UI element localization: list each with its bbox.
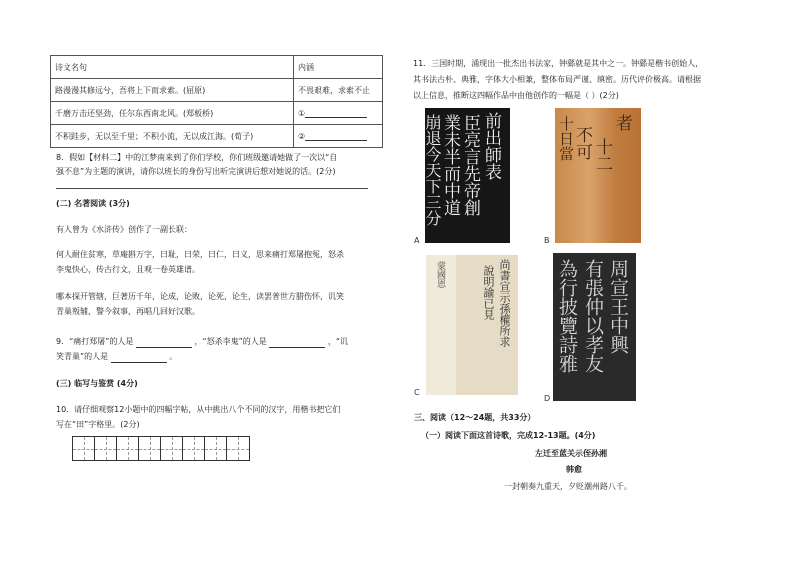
- table-cell-quote: 千磨万击还坚劲，任尔东西南北风。(郑板桥): [51, 102, 294, 125]
- answer-number-1: ①: [298, 108, 306, 118]
- answer-number-2: ②: [298, 131, 306, 141]
- table-cell-quote: 路漫漫其修远兮，吾将上下而求索。(屈原): [51, 79, 294, 102]
- q9-part4: 笑青巢”的人是: [56, 352, 109, 361]
- table-row: [51, 125, 383, 148]
- couplet1-line-a: 何人耐住贫寒，草庵斟万字，曰耻，曰荣，曰仁，曰义，思来痛打郑屠抱冤，怒杀: [56, 250, 344, 259]
- grid-cell[interactable]: [161, 437, 183, 460]
- section3-title: (三) 临写与鉴赏 (4分): [56, 379, 138, 388]
- calligraphy-image-a: [425, 108, 510, 243]
- q9-line2: [56, 351, 177, 363]
- table-row: [51, 102, 383, 125]
- q9-line1: [56, 336, 348, 348]
- q9-part3: ，“讥: [327, 337, 349, 346]
- table-header-quote: 诗文名句: [51, 56, 294, 79]
- q9-part2: ，“怒杀李鬼”的人是: [194, 337, 267, 346]
- image-d-label: D: [544, 394, 551, 403]
- poem-table: [50, 55, 383, 148]
- image-c-col-2: 說明諭已見: [482, 265, 495, 320]
- grid-cell[interactable]: [117, 437, 139, 460]
- answer-blank-2[interactable]: [305, 132, 367, 141]
- q9-part1: 9．“痛打郑屠”的人是: [56, 337, 134, 346]
- couplet2-line-a: 哪本探开管辖，巨著历千年，论成，论败，论死，论生，读罢普世方腊伤怀，讥笑: [56, 292, 344, 301]
- table-cell-answer-1[interactable]: [294, 102, 383, 125]
- poem-author: 韩愈: [566, 465, 582, 474]
- image-a-col-1: 崩退今天下三分: [423, 114, 442, 226]
- reading-subsection-title: （一）阅读下面这首诗歌，完成12-13题。(4分): [421, 431, 596, 440]
- q8-answer-line[interactable]: [56, 188, 368, 189]
- table-row: [51, 79, 383, 102]
- q10-line1: 10．请仔细观察12小题中的四幅字帖，从中挑出八个不同的汉字，用楷书把它们: [56, 405, 341, 414]
- q11-line2: 其书法古朴、典雅，字体大小相兼，整体布局严谨、缜密。历代评价极高。请根据: [413, 75, 701, 84]
- section2-intro: 有人曾为《水浒传》创作了一副长联：: [56, 225, 192, 234]
- table-header-meaning: 内涵: [294, 56, 383, 79]
- q9-blank-1[interactable]: [136, 339, 192, 348]
- image-a-col-3: 臣亮言先帝創: [460, 114, 480, 216]
- q10-line2: 写在“田”字格里。(2分): [56, 420, 140, 429]
- image-a-label: A: [414, 236, 420, 245]
- image-a-col-2: 業未半而中道: [440, 114, 460, 216]
- grid-cell[interactable]: [183, 437, 205, 460]
- grid-cell[interactable]: [95, 437, 117, 460]
- couplet1-line-b: 李鬼快心，传古行文，且观一卷英雄谱。: [56, 265, 200, 274]
- table-cell-meaning: 不畏艰难，求索不止: [294, 79, 383, 102]
- image-c-label: C: [414, 388, 420, 397]
- image-b-col-4: 者: [612, 114, 632, 131]
- image-c-col-1: 蒙國恩: [435, 261, 445, 288]
- image-b-col-2: 不可: [572, 126, 592, 160]
- calligraphy-image-c: [426, 255, 518, 395]
- image-d-col-3: 周宣王中興: [607, 259, 629, 354]
- couplet2-line-b: 青巢叛辅，警今叙事，再唱几回好汉歌。: [56, 307, 200, 316]
- table-header-row: [51, 56, 383, 79]
- poem-title: 左迁至蓝关示侄孙湘: [535, 449, 607, 458]
- image-b-col-3: 十二: [592, 138, 612, 172]
- q9-blank-3[interactable]: [111, 354, 167, 363]
- tianzige-grid[interactable]: [72, 436, 250, 461]
- answer-blank-1[interactable]: [305, 109, 367, 118]
- table-cell-answer-2[interactable]: [294, 125, 383, 148]
- q11-line3: 以上信息，推断这四幅作品中由他创作的一幅是（ ）(2分): [413, 91, 619, 100]
- grid-cell[interactable]: [227, 437, 249, 460]
- grid-cell[interactable]: [73, 437, 95, 460]
- image-d-col-2: 有張仲以孝友: [582, 259, 604, 373]
- q9-end: 。: [169, 352, 178, 361]
- image-a-col-4: 前出師表: [481, 112, 501, 180]
- q8-line1: 8．假如【材料二】中的江梦南来到了你们学校，你们班级邀请她做了一次以“自: [56, 153, 338, 162]
- q11-line1: 11．三国时期，涌现出一批杰出书法家，钟繇就是其中之一。钟繇是楷书创始人，: [413, 59, 704, 68]
- image-b-col-1: 十日當: [557, 116, 575, 161]
- calligraphy-image-d: [553, 253, 636, 401]
- q8-line2: 强不息”为主题的演讲，请你以班长的身份写出听完演讲后想对她说的话。(2分): [56, 167, 336, 176]
- table-cell-quote: 不积跬步，无以至千里；不积小流，无以成江海。(荀子): [51, 125, 294, 148]
- q9-blank-2[interactable]: [269, 339, 325, 348]
- image-b-label: B: [544, 236, 550, 245]
- grid-cell[interactable]: [205, 437, 227, 460]
- poem-line-1: 一封朝奏九重天，夕贬潮州路八千。: [504, 482, 632, 491]
- calligraphy-image-b: [555, 108, 641, 243]
- grid-cell[interactable]: [139, 437, 161, 460]
- reading-section-title: 三、阅读（12～24题，共33分）: [414, 413, 536, 422]
- image-c-col-3: 尚書宣示孫權所求: [498, 259, 511, 347]
- section2-title: (二) 名著阅读 (3分): [56, 199, 130, 208]
- image-d-col-1: 為行披覽詩雅: [556, 259, 578, 373]
